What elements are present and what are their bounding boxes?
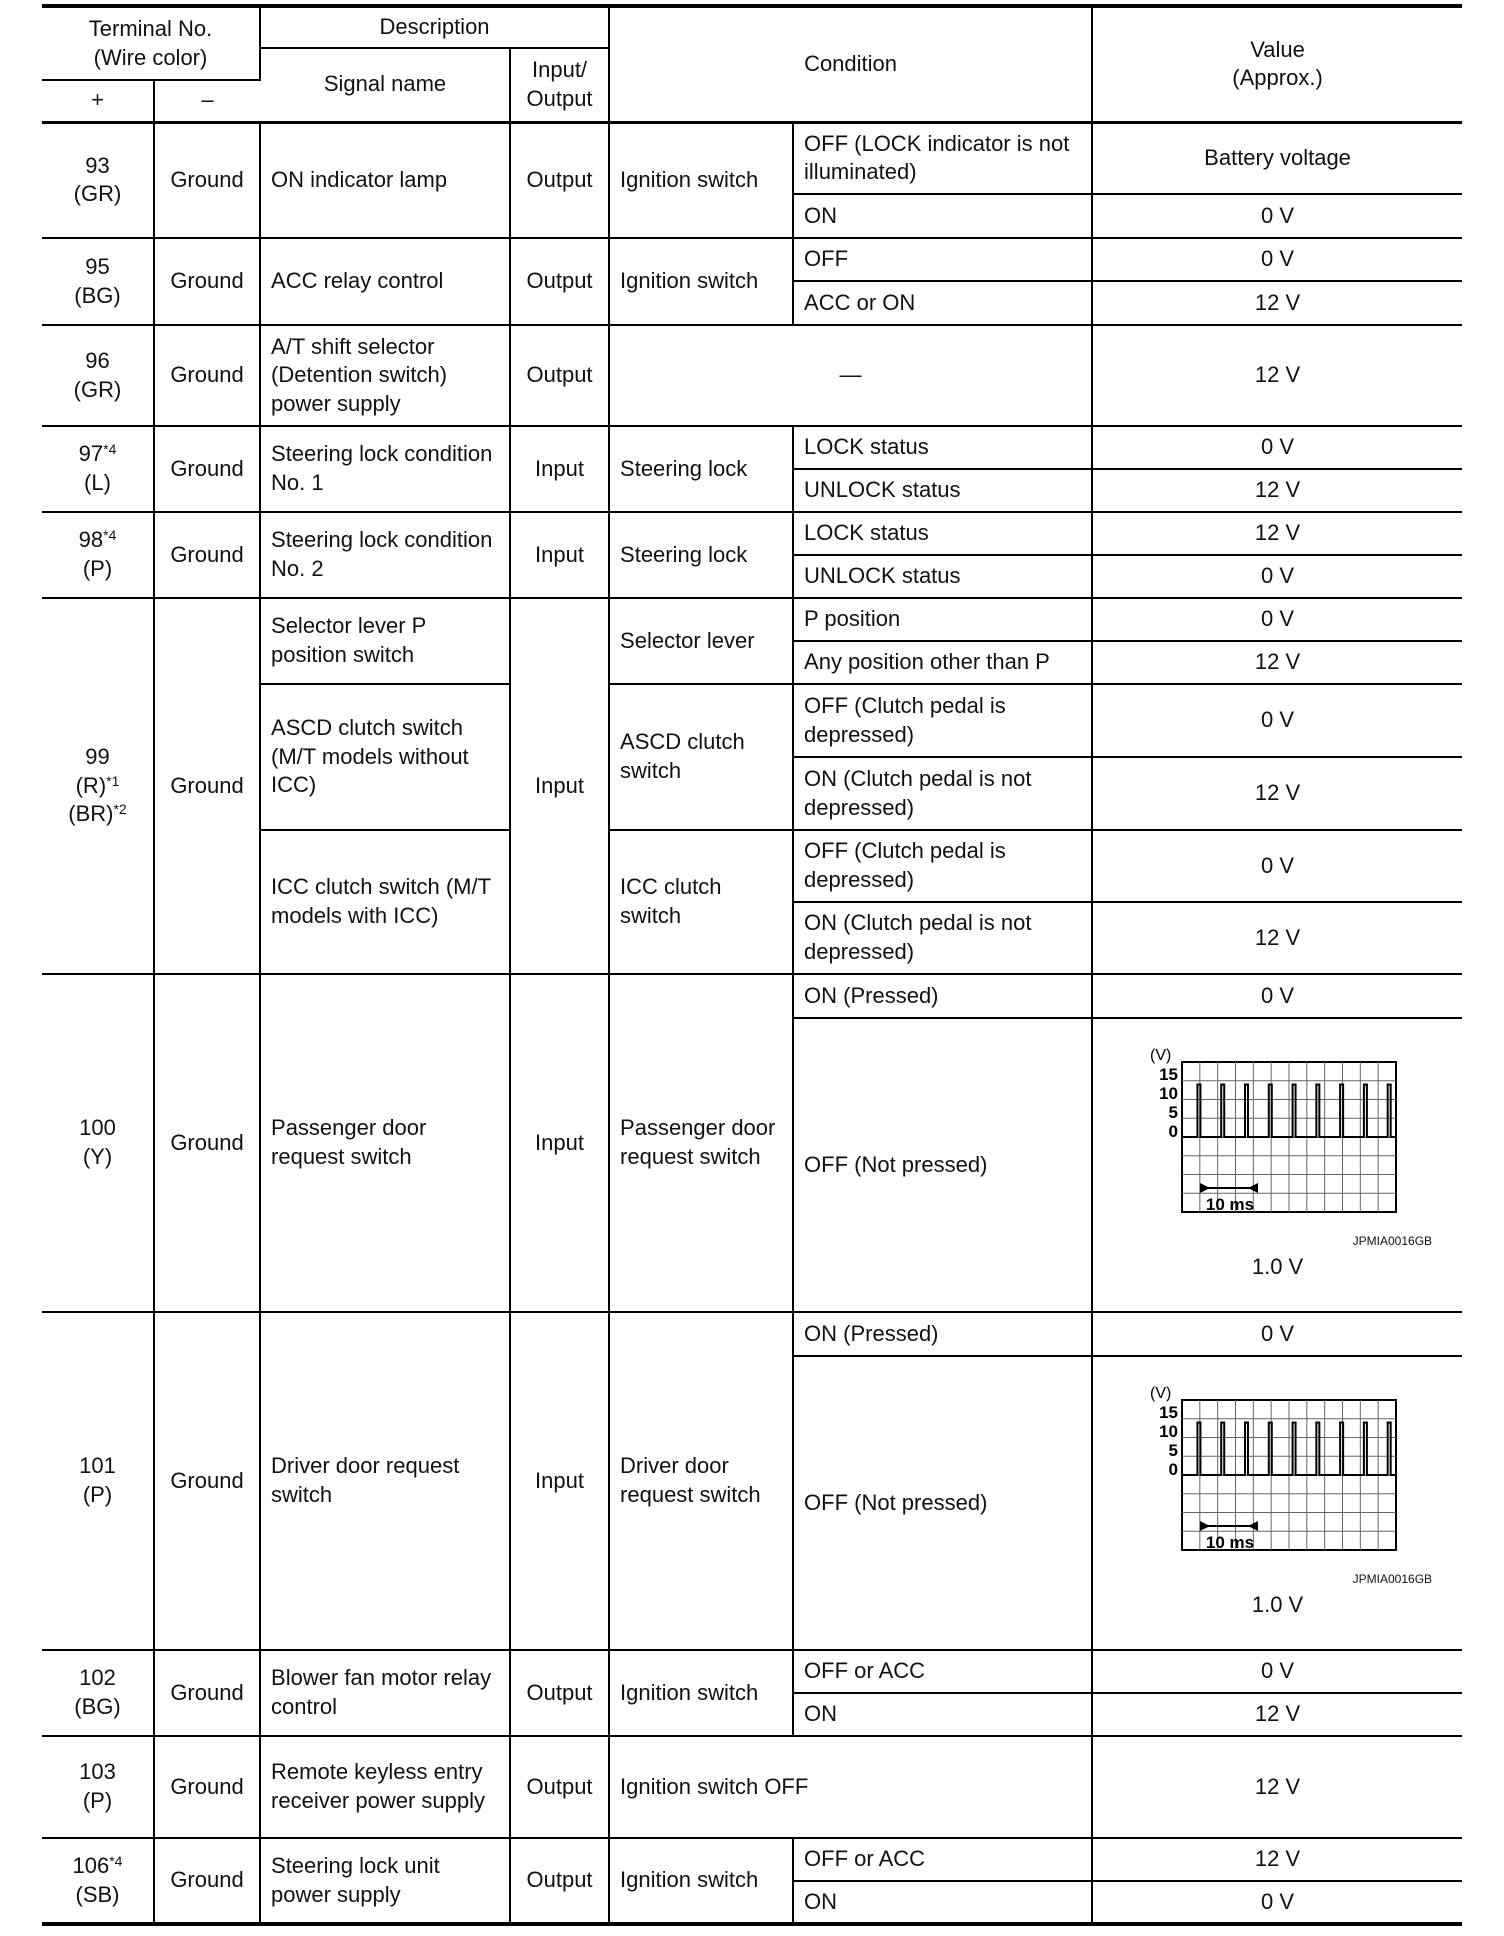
signal-name-cell: Remote keyless entry receiver power supply	[260, 1736, 510, 1838]
wire-color: (GR)	[73, 181, 122, 207]
state-cell: OFF	[793, 238, 1092, 281]
condition-cell: Ignition switch	[609, 1838, 793, 1924]
table-row-99	[42, 598, 1462, 641]
approx-label: (Approx.)	[1232, 65, 1323, 91]
io-cell: Output	[510, 325, 609, 426]
io-cell: Output	[510, 1838, 609, 1924]
wire-color: (Y)	[82, 1144, 113, 1169]
ground-cell: Ground	[154, 122, 260, 238]
state-cell: OFF (Clutch pedal is depressed)	[793, 684, 1092, 757]
value-cell: 12 V	[1092, 1693, 1462, 1736]
table-row-93	[42, 122, 1462, 194]
terminal-cell	[42, 1312, 154, 1650]
footnote-mark: *2	[113, 801, 127, 818]
condition-cell: —	[609, 325, 1092, 426]
state-cell: OFF or ACC	[793, 1650, 1092, 1693]
ground-cell: Ground	[154, 1650, 260, 1736]
io-cell: Output	[510, 238, 609, 325]
footnote-mark: *4	[109, 1852, 123, 1869]
io-cell: Input	[510, 426, 609, 512]
wire-color: (L)	[84, 470, 111, 495]
condition-header: Condition	[609, 6, 1092, 122]
state-cell: OFF (Clutch pedal is depressed)	[793, 830, 1092, 902]
terminal-no-header	[42, 6, 260, 80]
wave-unit-label: (V)	[1149, 1048, 1171, 1065]
signal-name-cell: Passenger door request switch	[260, 974, 510, 1312]
io-cell: Output	[510, 122, 609, 238]
signal-name-cell: Steering lock unit power supply	[260, 1838, 510, 1924]
state-cell: LOCK status	[793, 426, 1092, 469]
io-cell: Input	[510, 1312, 609, 1650]
ground-cell: Ground	[154, 974, 260, 1312]
wire-color: (R)	[75, 772, 107, 798]
signal-name-header: Signal name	[260, 48, 510, 122]
terminal-cell	[42, 1838, 154, 1924]
value-cell: 12 V	[1092, 512, 1462, 555]
waveform-graph	[1103, 1048, 1452, 1282]
ground-cell: Ground	[154, 598, 260, 974]
io-cell: Output	[510, 1736, 609, 1838]
terminal-no-label: Terminal No.	[88, 15, 213, 41]
condition-cell: Steering lock	[609, 512, 793, 598]
state-cell: UNLOCK status	[793, 555, 1092, 598]
table-row-98	[42, 512, 1462, 555]
value-cell: 0 V	[1092, 1312, 1462, 1356]
value-text: 1.0 V	[1251, 1254, 1304, 1280]
minus-header: –	[154, 80, 260, 122]
value-header	[1092, 6, 1462, 122]
value-cell: 12 V	[1092, 325, 1462, 426]
value-cell: 12 V	[1092, 1736, 1462, 1838]
ground-cell: Ground	[154, 426, 260, 512]
wave-tick-10: 10	[1158, 1422, 1178, 1442]
terminal-number: 95	[85, 253, 110, 279]
signal-name-cell: Steering lock condition No. 2	[260, 512, 510, 598]
description-header: Description	[260, 6, 609, 48]
ground-cell: Ground	[154, 1736, 260, 1838]
state-cell: LOCK status	[793, 512, 1092, 555]
wire-color: (SB)	[75, 1881, 120, 1907]
terminal-cell	[42, 1736, 154, 1838]
signal-name-cell: Driver door request switch	[260, 1312, 510, 1650]
state-cell: ACC or ON	[793, 281, 1092, 325]
io-cell: Input	[510, 974, 609, 1312]
terminal-number: 101	[79, 1453, 116, 1479]
waveform-value-cell	[1092, 1018, 1462, 1312]
value-cell: 0 V	[1092, 194, 1462, 238]
value-cell: 0 V	[1092, 1881, 1462, 1924]
table-row-97	[42, 426, 1462, 469]
wire-color: (GR)	[73, 376, 122, 402]
state-cell: ON (Clutch pedal is not depressed)	[793, 757, 1092, 830]
value-cell: 0 V	[1092, 238, 1462, 281]
terminal-number: 103	[79, 1759, 116, 1785]
terminal-number: 98	[78, 527, 104, 553]
wave-tick-15: 15	[1158, 1403, 1178, 1423]
terminal-number: 106	[72, 1852, 110, 1878]
value-cell: 12 V	[1092, 902, 1462, 974]
value-cell: 0 V	[1092, 974, 1462, 1018]
time-scale-marker	[1200, 1521, 1258, 1531]
signal-name-cell: ICC clutch switch (M/T models with ICC)	[260, 830, 510, 974]
state-cell: ON (Pressed)	[793, 974, 1092, 1018]
wire-color: (P)	[82, 1788, 113, 1813]
state-cell: ON (Pressed)	[793, 1312, 1092, 1356]
value-cell: 0 V	[1092, 598, 1462, 641]
footnote-mark: *4	[103, 527, 117, 544]
terminal-number: 102	[79, 1665, 116, 1691]
input-output-header	[510, 48, 609, 122]
terminal-number: 100	[79, 1115, 116, 1141]
waveform-value-cell	[1092, 1356, 1462, 1650]
table-row-103	[42, 1736, 1462, 1838]
pulse-waveform	[1148, 1048, 1408, 1224]
terminal-table-page	[42, 4, 1462, 1934]
state-cell: ON	[793, 194, 1092, 238]
signal-name-cell: A/T shift selector (Detention switch) power supply	[260, 325, 510, 426]
terminal-cell	[42, 598, 154, 974]
value-cell: 12 V	[1092, 469, 1462, 512]
ground-cell: Ground	[154, 325, 260, 426]
condition-cell: Ignition switch	[609, 1650, 793, 1736]
table-row-101	[42, 1312, 1462, 1356]
condition-cell: Steering lock	[609, 426, 793, 512]
value-cell: 0 V	[1092, 1650, 1462, 1693]
signal-name-cell: ACC relay control	[260, 238, 510, 325]
signal-name-cell: Blower fan motor relay control	[260, 1650, 510, 1736]
ground-cell: Ground	[154, 1312, 260, 1650]
state-cell: OFF (Not pressed)	[793, 1018, 1092, 1312]
wave-tick-15: 15	[1158, 1065, 1178, 1085]
footnote-mark: *1	[106, 772, 120, 789]
footnote-mark: *4	[103, 441, 117, 458]
ground-cell: Ground	[154, 1838, 260, 1924]
io-cell: Input	[510, 598, 609, 974]
wave-tick-5: 5	[1168, 1103, 1178, 1123]
state-cell: Any position other than P	[793, 641, 1092, 684]
state-cell: ON	[793, 1881, 1092, 1924]
condition-cell: Ignition switch	[609, 238, 793, 325]
terminal-cell	[42, 974, 154, 1312]
table-row-96	[42, 325, 1462, 426]
io-cell: Output	[510, 1650, 609, 1736]
figure-code: JPMIA0016GB	[1352, 1233, 1433, 1248]
terminal-cell	[42, 122, 154, 238]
state-cell: OFF (Not pressed)	[793, 1356, 1092, 1650]
wire-color: (P)	[82, 556, 113, 581]
wave-unit-label: (V)	[1149, 1386, 1171, 1403]
wire-color: (BG)	[74, 282, 121, 308]
io-cell: Input	[510, 512, 609, 598]
table-row-100	[42, 974, 1462, 1018]
condition-cell: ICC clutch switch	[609, 830, 793, 974]
terminal-cell	[42, 238, 154, 325]
wave-tick-0: 0	[1168, 1122, 1178, 1142]
waveform-graph	[1103, 1386, 1452, 1620]
condition-cell: Passenger door request switch	[609, 974, 793, 1312]
signal-name-cell: ASCD clutch switch (M/T models without ICC)	[260, 684, 510, 830]
value-cell: 12 V	[1092, 1838, 1462, 1881]
terminal-number: 99	[85, 744, 110, 770]
terminal-cell	[42, 512, 154, 598]
value-label: Value	[1250, 36, 1305, 62]
ground-cell: Ground	[154, 238, 260, 325]
state-cell: ON (Clutch pedal is not depressed)	[793, 902, 1092, 974]
state-cell: OFF (LOCK indicator is not illuminated)	[793, 122, 1092, 194]
time-scale-marker	[1200, 1183, 1258, 1193]
terminal-cell	[42, 325, 154, 426]
wave-tick-10: 10	[1158, 1084, 1178, 1104]
figure-code: JPMIA0016GB	[1352, 1571, 1433, 1586]
signal-name-cell: Steering lock condition No. 1	[260, 426, 510, 512]
condition-cell: Ignition switch	[609, 122, 793, 238]
table-row-95	[42, 238, 1462, 281]
ground-cell: Ground	[154, 512, 260, 598]
state-cell: P position	[793, 598, 1092, 641]
value-cell: 0 V	[1092, 555, 1462, 598]
terminal-number: 97	[78, 441, 104, 467]
state-cell: UNLOCK status	[793, 469, 1092, 512]
condition-cell: ASCD clutch switch	[609, 684, 793, 830]
value-text: 1.0 V	[1251, 1592, 1304, 1618]
state-cell: OFF or ACC	[793, 1838, 1092, 1881]
state-cell: ON	[793, 1693, 1092, 1736]
value-cell: 0 V	[1092, 830, 1462, 902]
value-cell: 12 V	[1092, 281, 1462, 325]
wave-time-label: 10 ms	[1205, 1533, 1254, 1553]
condition-cell: Driver door request switch	[609, 1312, 793, 1650]
header-row	[42, 6, 1462, 48]
value-cell: 12 V	[1092, 641, 1462, 684]
wave-time-label: 10 ms	[1205, 1195, 1254, 1215]
wire-color: (BG)	[74, 1694, 121, 1719]
plus-header: +	[42, 80, 154, 122]
wave-tick-5: 5	[1168, 1441, 1178, 1461]
condition-cell: Selector lever	[609, 598, 793, 684]
terminal-cell	[42, 1650, 154, 1736]
input-label: Input/	[532, 57, 588, 83]
wave-tick-0: 0	[1168, 1460, 1178, 1480]
signal-name-cell: Selector lever P position switch	[260, 598, 510, 684]
terminal-number: 93	[85, 152, 110, 178]
signal-name-cell: ON indicator lamp	[260, 122, 510, 238]
wire-color: (P)	[82, 1482, 113, 1507]
pulse-waveform	[1148, 1386, 1408, 1562]
wire-color-label: (Wire color)	[93, 44, 208, 70]
value-cell: 12 V	[1092, 757, 1462, 830]
value-cell: Battery voltage	[1092, 122, 1462, 194]
value-cell: 0 V	[1092, 426, 1462, 469]
output-label: Output	[526, 85, 593, 111]
table-row-102	[42, 1650, 1462, 1693]
value-cell: 0 V	[1092, 684, 1462, 757]
wire-color: (BR)	[68, 801, 114, 827]
terminal-cell	[42, 426, 154, 512]
terminal-spec-table	[42, 4, 1462, 1926]
table-row-106	[42, 1838, 1462, 1881]
condition-cell: Ignition switch OFF	[609, 1736, 1092, 1838]
terminal-number: 96	[85, 347, 110, 373]
